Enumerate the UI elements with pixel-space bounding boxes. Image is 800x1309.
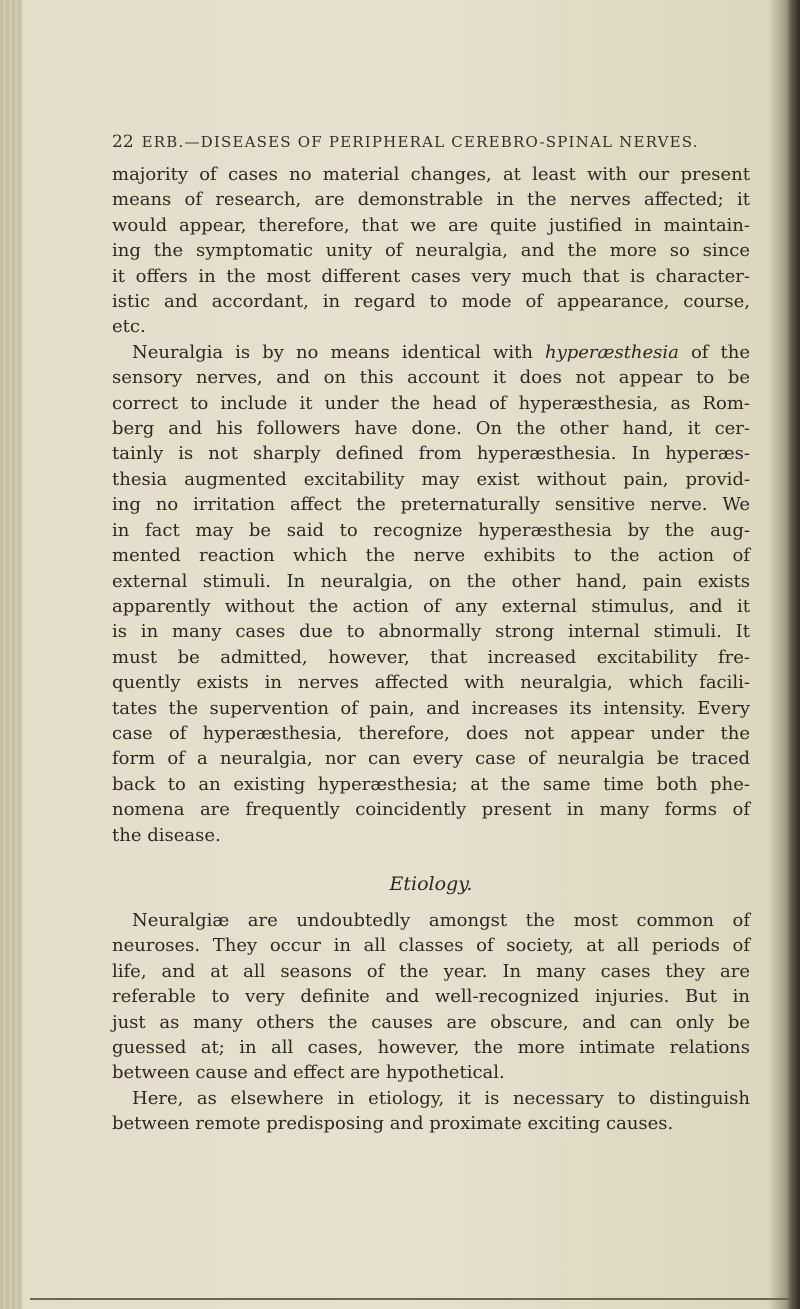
text-line: etc. [112, 316, 146, 338]
section-heading-etiology: Etiology. [389, 872, 473, 895]
text-line: correct to include it under the head of hyperæsthesia, as Rom- [112, 392, 750, 414]
text-line: thesia augmented excitability may exist without pain, provid- [112, 468, 750, 490]
text-line: ing no irritation affect the preternaturally sensitive nerve. We [112, 494, 750, 516]
text-line: case of hyperæsthesia, therefore, does not appear under the [112, 722, 750, 744]
text-line: neuroses. They occur in all classes of society, at all periods of [112, 935, 750, 957]
text-line: sensory nerves, and on this account it does not appear to be [112, 367, 750, 389]
paragraph-1 [112, 162, 750, 340]
text-line: external stimuli. In neuralgia, on the other hand, pain exists [112, 570, 750, 592]
text-line: ing the symptomatic unity of neuralgia, and the more so since [112, 240, 750, 262]
bottom-edge-line [30, 1298, 790, 1300]
text-run: of the [678, 341, 751, 363]
text-line: berg and his followers have done. On the other hand, it cer- [112, 418, 750, 440]
text-line: guessed at; in all cases, however, the more intimate relations [112, 1037, 750, 1058]
text-line: would appear, therefore, that we are quite justified in maintain- [112, 214, 750, 236]
text-line: in fact may be said to recognize hyperæsthesia by the aug- [112, 519, 750, 541]
running-title: ERB.—DISEASES OF PERIPHERAL CEREBRO-SPINAL NERVES. [141, 133, 699, 151]
text-line: referable to very definite and well-recognized injuries. But in [112, 986, 750, 1008]
text-line: mented reaction which the nerve exhibits to the action of [112, 545, 750, 567]
text-line: between cause and effect are hypothetical. [112, 1062, 505, 1084]
text-line: nomena are frequently coincidently present in many forms of [112, 799, 750, 821]
text-line: is in many cases due to abnormally strong internal stimuli. It [112, 621, 750, 643]
page-edge-shadow [786, 0, 800, 1309]
text-line: between remote predisposing and proximate exciting causes. [112, 1113, 674, 1135]
text-line: Neuralgiæ are undoubtedly amongst the most common of [132, 909, 750, 931]
text-line: quently exists in nerves affected with neuralgia, which facili- [112, 672, 750, 694]
text-line: apparently without the action of any external stimulus, and it [112, 595, 750, 617]
text-line: Here, as elsewhere in etiology, it is necessary to distinguish [132, 1087, 750, 1109]
italic-term: hyperæsthesia [545, 341, 679, 363]
text-line: majority of cases no material changes, at least with our present [112, 164, 750, 185]
text-line: istic and accordant, in regard to mode of appearance, course, [112, 291, 750, 313]
text-line: the disease. [112, 824, 221, 846]
binding-edge [0, 0, 22, 1309]
text-line: means of research, are demonstrable in the nerves affected; it [112, 189, 750, 211]
text-line: must be admitted, however, that increased excitability fre- [112, 646, 750, 668]
text-line: tates the supervention of pain, and increases its intensity. Every [112, 697, 750, 719]
paragraph-3 [112, 908, 750, 1086]
text-line: tainly is not sharply defined from hyperæsthesia. In hyperæs- [112, 443, 750, 465]
paragraph-4 [112, 1086, 750, 1137]
book-page [112, 132, 750, 1137]
running-header [112, 132, 750, 152]
text-run: Neuralgia is by no means identical with [132, 341, 545, 363]
text-line: it offers in the most different cases very much that is character- [112, 265, 750, 287]
text-line: life, and at all seasons of the year. In many cases they are [112, 960, 750, 982]
text-line: back to an existing hyperæsthesia; at the same time both phe- [112, 773, 750, 795]
page-number: 22 [112, 132, 134, 152]
text-line: form of a neuralgia, nor can every case of neuralgia be traced [112, 748, 750, 770]
paragraph-2 [112, 340, 750, 848]
text-line [112, 340, 750, 365]
text-line: just as many others the causes are obscure, and can only be [112, 1011, 750, 1033]
